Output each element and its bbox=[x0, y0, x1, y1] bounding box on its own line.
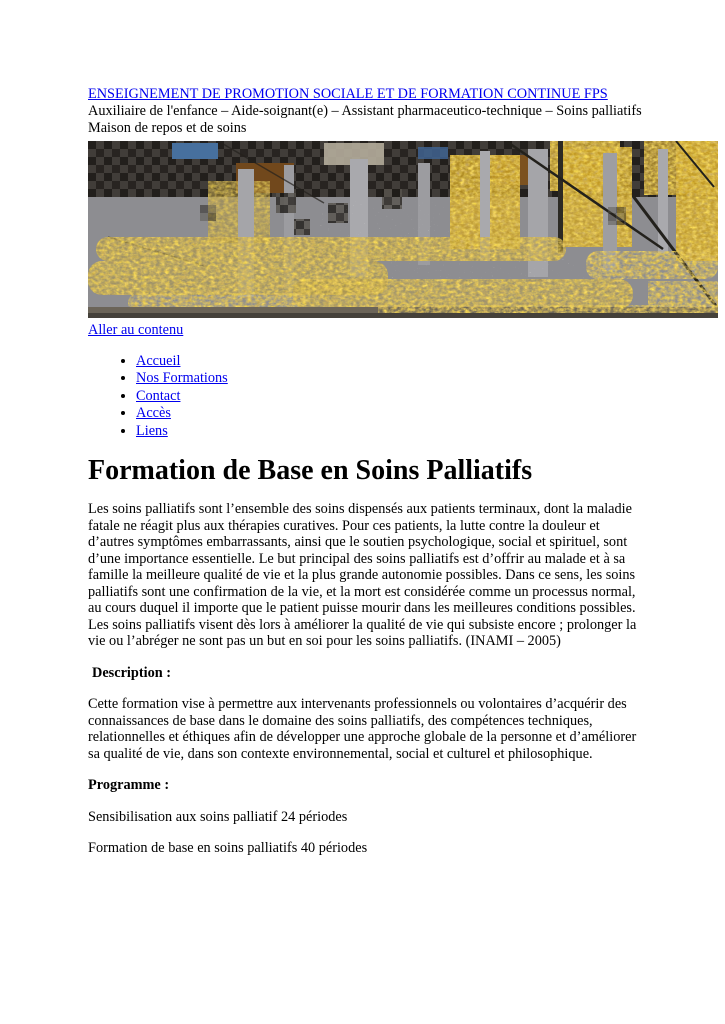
programme-item-2: Formation de base en soins palliatifs 40 périodes bbox=[88, 840, 368, 856]
nav-item-nos-formations bbox=[136, 370, 725, 387]
nav-link-accueil[interactable]: Accueil bbox=[136, 352, 181, 369]
description-paragraph: Cette formation vise à permettre aux intervenants professionnels ou volontaires d’acquérir des connaissances de base dans le domaine des soins palliatifs, des compétences techniques, relationnelles et éthiques afin de développer une approche globale de la personne et d’améliorer sa qualité de vie, dans son contexte environnemental, social et culturel et philosophique. bbox=[88, 696, 637, 762]
site-subtitle: Auxiliaire de l'enfance – Aide-soignant(e) – Assistant pharmaceutico-technique – Soins palliatifs Maison de repos et de soins bbox=[88, 103, 642, 136]
programme-item-1: Sensibilisation aux soins palliatif 24 périodes bbox=[88, 808, 348, 825]
site-title-link[interactable]: ENSEIGNEMENT DE PROMOTION SOCIALE ET DE FORMATION CONTINUE FPS bbox=[88, 86, 608, 102]
skip-to-content-link[interactable]: Aller au contenu bbox=[88, 322, 184, 338]
nav-item-contact bbox=[136, 388, 725, 405]
main-nav bbox=[88, 353, 725, 440]
hero-forest-photo bbox=[88, 141, 718, 318]
nav-item-liens bbox=[136, 423, 725, 440]
nav-link-nos-formations[interactable]: Nos Formations bbox=[136, 370, 228, 386]
programme-heading: Programme : bbox=[88, 777, 170, 793]
nav-link-contact[interactable]: Contact bbox=[136, 387, 181, 404]
intro-paragraph: Les soins palliatifs sont l’ensemble des soins dispensés aux patients terminaux, dont la maladie fatale ne réagit plus aux thérapies curatives. Pour ces patients, la lutte contre la douleur et d’autres symptômes embarrassants, ainsi que le soutien psychologique, social et spirituel, sont d’une importance essentielle. Le but principal des soins palliatifs est d’offrir au malade et à sa famille la meilleure qualité de vie et la plus grande autonomie possibles. Dans ce sens, les soins palliatifs sont une confirmation de la vie, et la mort est considérée comme un processus normal, au cours duquel il importe que le patient puisse mourir dans les meilleures conditions possibles. Les soins palliatifs visent dès lors à améliorer la qualité de vie qui subsiste encore ; prolonger la vie ou l’abréger ne sont pas un but en soi pour les soins palliatifs. (INAMI – 2005) bbox=[88, 501, 637, 649]
page-title: Formation de Base en Soins Palliatifs bbox=[88, 455, 533, 486]
description-heading: Description : bbox=[92, 664, 172, 681]
site-header bbox=[88, 86, 644, 137]
nav-link-acces[interactable]: Accès bbox=[136, 405, 171, 421]
main-content bbox=[88, 455, 644, 857]
nav-item-acces bbox=[136, 405, 725, 422]
nav-link-liens[interactable]: Liens bbox=[136, 422, 168, 439]
nav-item-accueil bbox=[136, 353, 725, 370]
hero-image bbox=[88, 141, 718, 318]
